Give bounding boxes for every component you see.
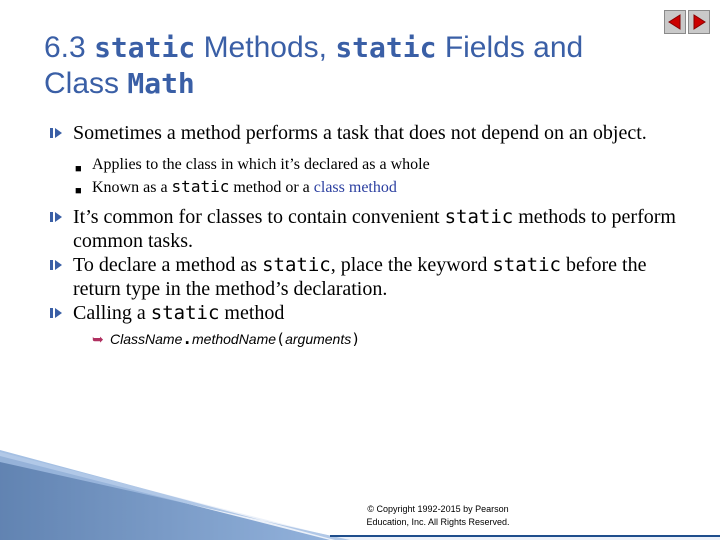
sub-bullet-1-text: Applies to the class in which it’s declared as a whole <box>92 156 430 173</box>
next-slide-button[interactable] <box>688 10 710 34</box>
copyright-notice <box>348 503 528 529</box>
bullet-4-pre: Calling a <box>73 302 146 324</box>
bullet-2-post: methods to perform common tasks. <box>73 206 676 252</box>
bullet-3-post: before the return type in the method’s declaration. <box>73 254 647 300</box>
syntax-arguments: arguments <box>285 331 352 347</box>
syntax-classname: ClassName <box>110 331 183 347</box>
sub-bullet-1 <box>50 154 680 176</box>
class-method-term: class method <box>313 179 397 196</box>
bullet-item-1 <box>50 121 680 145</box>
title-code-static-2: static <box>335 31 437 64</box>
sub-bullet-2-pre: Known as a <box>92 179 168 196</box>
sub-bullet-2 <box>50 176 680 199</box>
bullet-3-code-2: static <box>492 254 561 276</box>
bullet-1-text: Sometimes a method performs a task that does not depend on an object. <box>73 122 647 144</box>
bullet-3-code-1: static <box>262 254 331 276</box>
square-bullet-icon: ■ <box>75 185 82 197</box>
copyright-line-1: © Copyright 1992-2015 by Pearson <box>367 504 509 514</box>
square-bullet-icon: ■ <box>75 163 82 175</box>
syntax-methodname: methodName <box>192 331 277 347</box>
slide-title <box>44 30 684 102</box>
syntax-open-paren: ( <box>276 330 286 348</box>
syntax-close-paren: ) <box>351 330 361 348</box>
sub-bullet-2-mid: method or a <box>233 179 310 196</box>
bullet-item-2 <box>50 205 680 253</box>
bullet-3-mid: , place the keyword <box>330 254 488 276</box>
bullet-2-code: static <box>444 206 514 228</box>
title-number: 6.3 <box>44 31 86 64</box>
bullet-2-pre: It’s common for classes to contain convenient <box>73 206 440 228</box>
bullet-arrow-icon <box>50 307 63 319</box>
bullet-3-pre: To declare a method as <box>73 254 258 276</box>
bullet-list <box>50 121 680 350</box>
bullet-arrow-icon <box>50 259 63 271</box>
title-code-static-1: static <box>94 31 196 64</box>
bullet-arrow-icon <box>50 211 63 223</box>
triangle-right-icon <box>692 14 706 30</box>
bullet-arrow-icon <box>50 127 63 139</box>
title-text-methods: Methods, <box>203 31 327 64</box>
bullet-item-3 <box>50 253 680 301</box>
triangle-left-icon <box>668 14 682 30</box>
copyright-line-2: Education, Inc. All Rights Reserved. <box>366 517 510 527</box>
title-text-fields: Fields and <box>444 31 584 64</box>
bullet-4-post: method <box>224 302 285 324</box>
curved-arrow-bullet-icon: ➥ <box>92 331 104 347</box>
title-text-class: Class <box>44 67 120 100</box>
sub-bullet-call-syntax <box>50 328 680 350</box>
sub-bullet-2-code: static <box>171 177 230 196</box>
bullet-item-4 <box>50 301 680 325</box>
title-code-math: Math <box>127 67 195 100</box>
bullet-4-code: static <box>150 302 220 324</box>
syntax-dot: . <box>182 329 192 348</box>
